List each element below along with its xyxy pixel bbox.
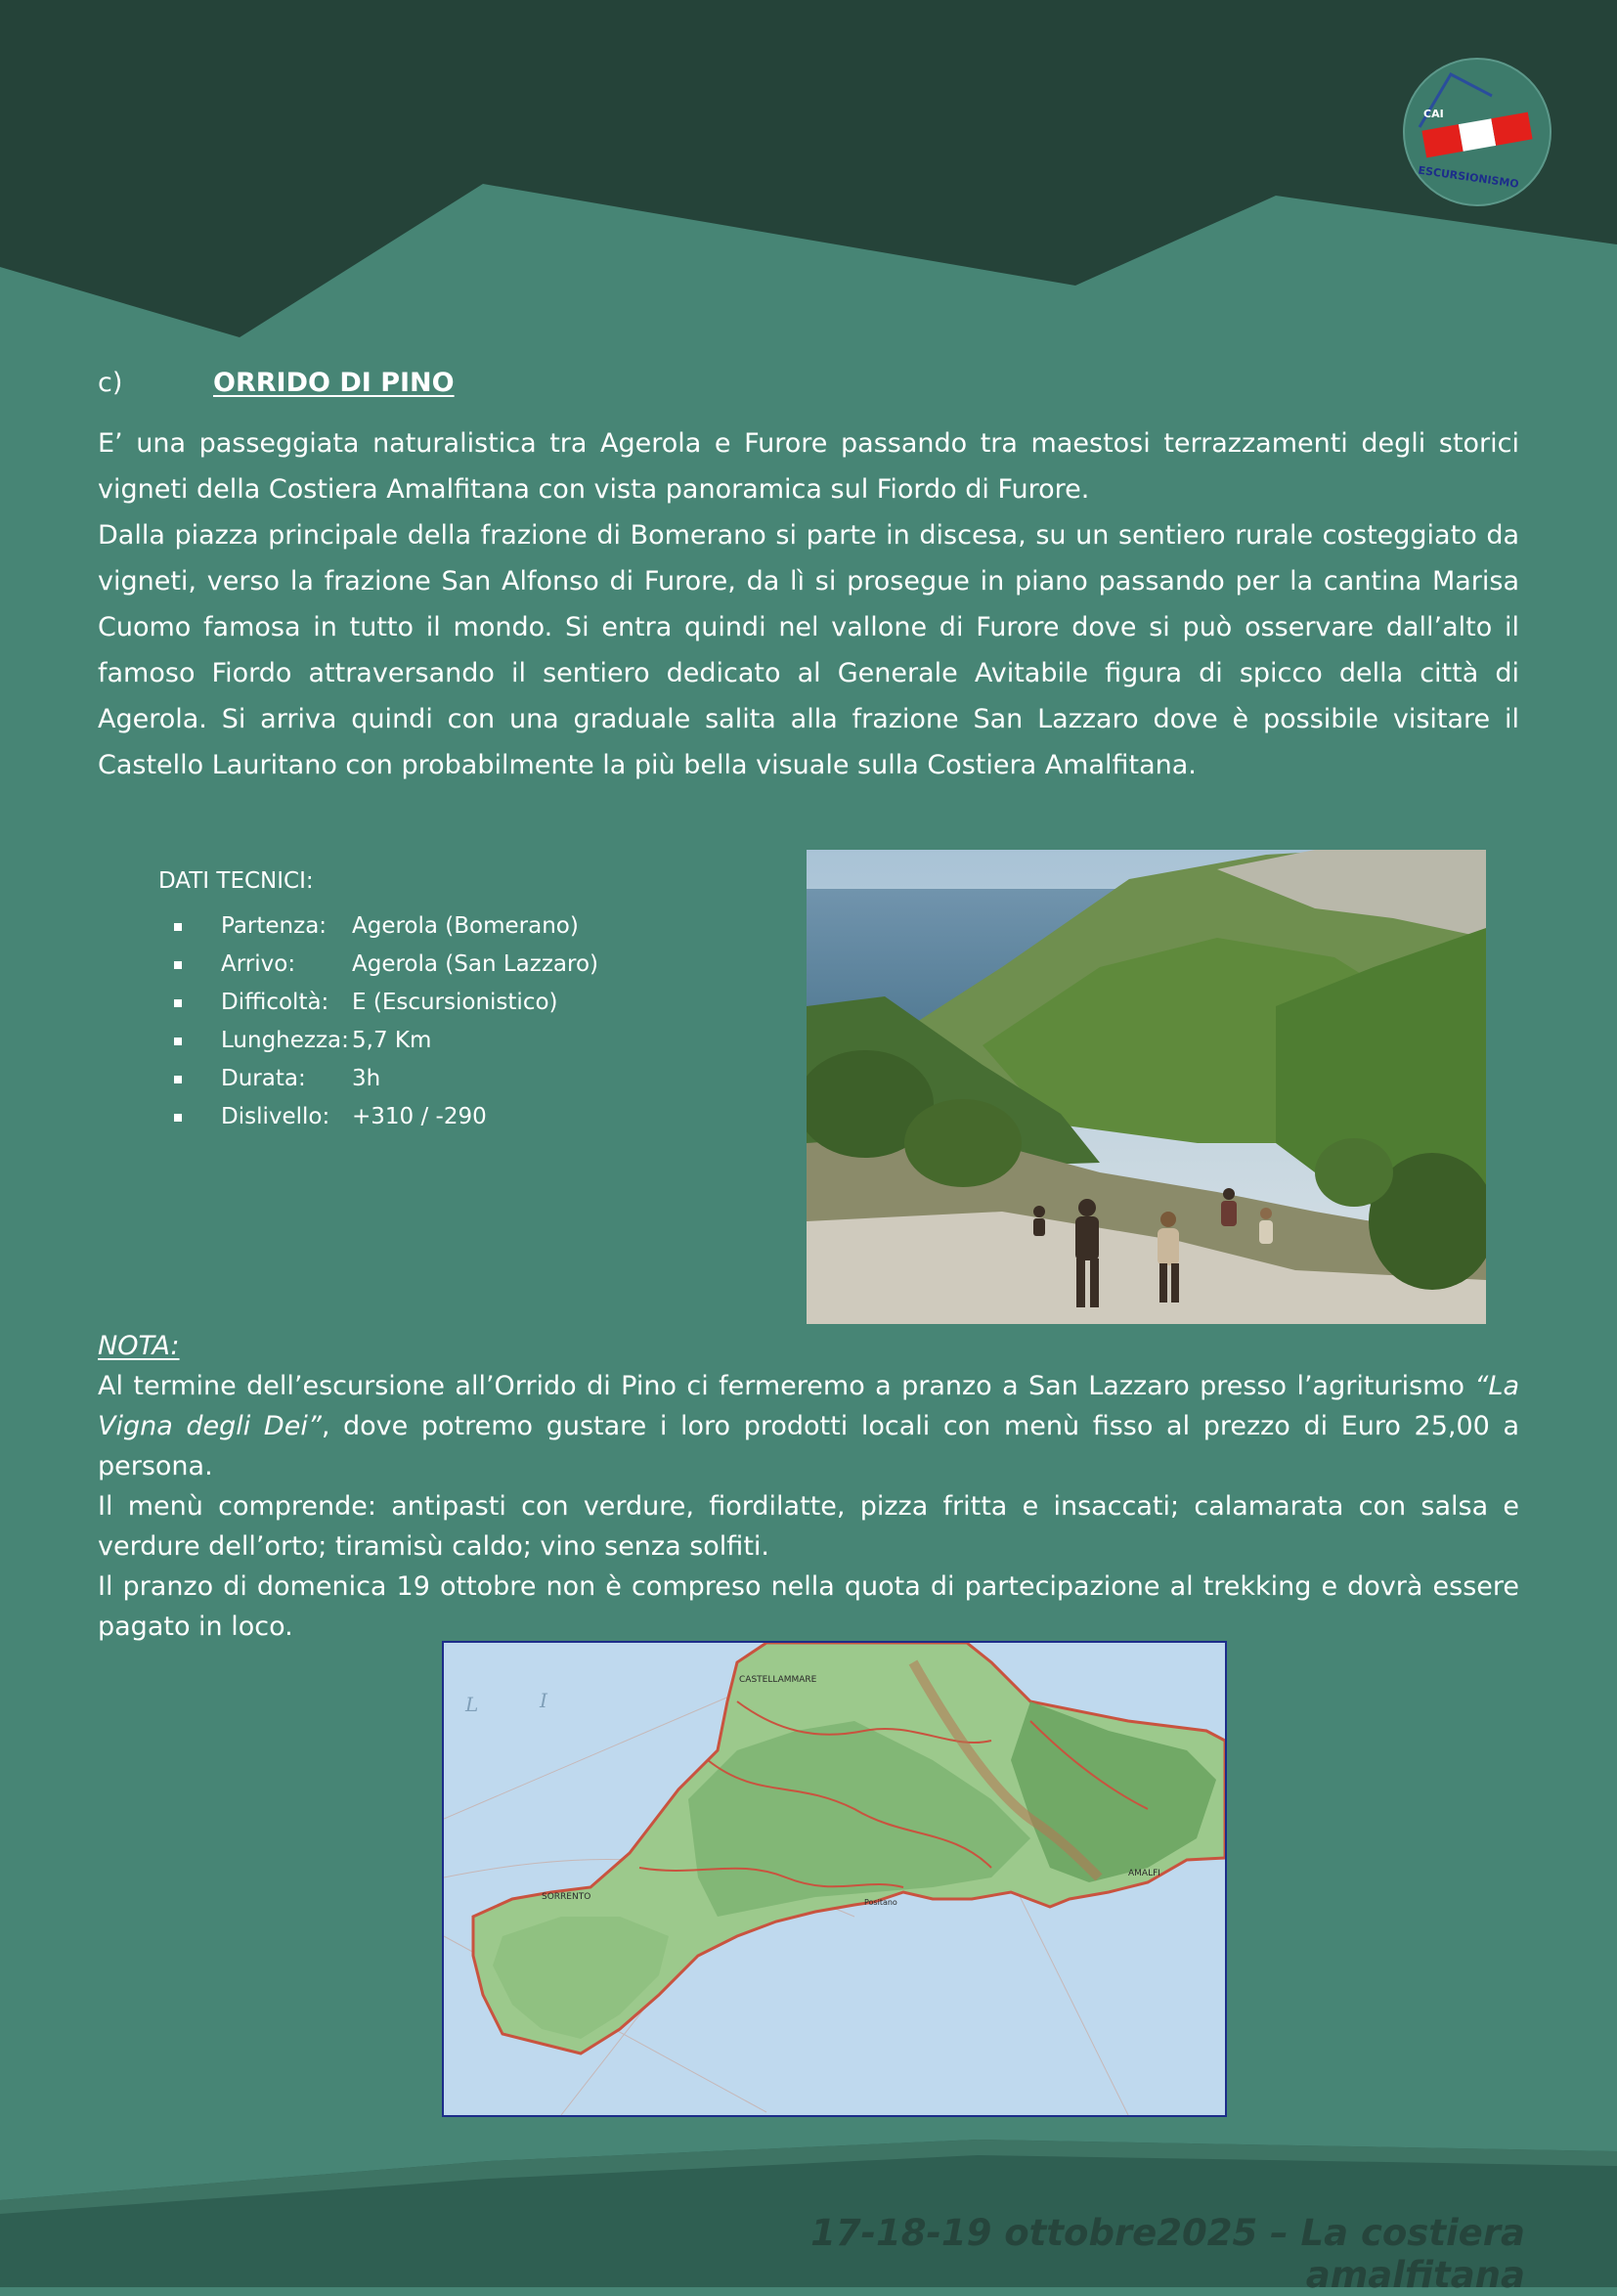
map-label-sorrento: SORRENTO xyxy=(542,1892,591,1902)
intro-paragraph: Dalla piazza principale della frazione di Bomerano si parte in discesa, su un sentiero rurale costeggiato da vigneti, verso la frazione San Alfonso di Furore, da lì si prosegue in piano passando per la cantina Marisa Cuomo famosa in tutto il mondo. Si entra quindi nel vallone di Furore dove si può osservare dall’alto il famoso Fiordo attraversando il sentiero dedicato al Generale Avitabile figura di spicco della città di Agerola. Si arriva quindi con una graduale salita alla frazione San Lazzaro dove è possibile visitare il Castello Lauritano con probabilmente la più bella visuale sulla Costiera Amalfitana. xyxy=(98,520,1519,780)
bullet-icon xyxy=(174,1114,182,1122)
note-paragraph-payment: Il pranzo di domenica 19 ottobre non è compreso nella quota di partecipazione al trekking e dovrà essere pagato in loco. xyxy=(98,1571,1519,1642)
tech-item-label: Durata: xyxy=(221,1066,306,1091)
map-sea-letter: I xyxy=(540,1689,547,1712)
technical-data-list xyxy=(158,907,598,1136)
bullet-icon xyxy=(174,1038,182,1045)
tech-item-label: Difficoltà: xyxy=(221,990,329,1015)
section-header xyxy=(98,368,455,398)
note-text: Al termine dell’escursione all’Orrido di Pino ci fermeremo a pranzo a San Lazzaro presso l’agriturismo xyxy=(98,1371,1475,1401)
note-paragraph-lunch xyxy=(98,1366,1519,1486)
technical-data-heading: DATI TECNICI: xyxy=(158,868,314,894)
logo-escursionismo-text: ESCURSIONISMO xyxy=(1417,163,1520,191)
bullet-icon xyxy=(174,1076,182,1083)
note-title: NOTA: xyxy=(98,1331,180,1361)
footer-text: 17-18-19 ottobre2025 – La costiera amalfitana xyxy=(810,2212,1525,2296)
intro-text xyxy=(98,420,1519,788)
tech-item-difficolta xyxy=(158,984,598,1022)
tech-item-value: 5,7 Km xyxy=(352,1028,432,1053)
note-paragraph-menu: Il menù comprende: antipasti con verdure, fiordilatte, pizza fritta e insaccati; calamarata con salsa e verdure dell’orto; tiramisù caldo; vino senza solfiti. xyxy=(98,1491,1519,1562)
map-label-castellammare: CASTELLAMMARE xyxy=(739,1675,817,1685)
tech-item-arrivo xyxy=(158,946,598,984)
restaurant-name: “La Vigna degli Dei” xyxy=(98,1371,1519,1441)
amalfi-coast-map xyxy=(442,1641,1227,2117)
logo-cai-text: CAI xyxy=(1423,108,1444,120)
tech-item-value: Agerola (San Lazzaro) xyxy=(352,951,599,977)
tech-item-partenza xyxy=(158,907,598,946)
map-sea-letter: L xyxy=(465,1693,479,1716)
bullet-icon xyxy=(174,999,182,1007)
note-section xyxy=(98,1326,1519,1647)
tech-item-value: 3h xyxy=(352,1066,381,1091)
tech-item-durata xyxy=(158,1060,598,1098)
note-text: , dove potremo gustare i loro prodotti locali con menù fisso al prezzo di Euro 25,00 a persona. xyxy=(98,1411,1520,1481)
intro-paragraph: E’ una passeggiata naturalistica tra Agerola e Furore passando tra maestosi terrazzamenti degli storici vigneti della Costiera Amalfitana con vista panoramica sul Fiordo di Furore. xyxy=(98,428,1519,505)
tech-item-lunghezza xyxy=(158,1022,598,1060)
tech-item-value: E (Escursionistico) xyxy=(352,990,558,1015)
tech-item-label: Arrivo: xyxy=(221,951,296,977)
bullet-icon xyxy=(174,961,182,969)
section-letter: c) xyxy=(98,368,123,398)
tech-item-label: Dislivello: xyxy=(221,1104,330,1129)
tech-item-label: Partenza: xyxy=(221,913,328,939)
section-title: ORRIDO DI PINO xyxy=(213,368,455,398)
tech-item-dislivello xyxy=(158,1098,598,1136)
tech-item-label: Lunghezza: xyxy=(221,1028,349,1053)
bullet-icon xyxy=(174,923,182,931)
hiking-photo xyxy=(807,850,1486,1324)
tech-item-value: +310 / -290 xyxy=(352,1104,487,1129)
map-label-positano: Positano xyxy=(864,1898,897,1907)
technical-data xyxy=(158,868,598,1136)
cai-escursionismo-logo xyxy=(1402,57,1552,207)
tech-item-value: Agerola (Bomerano) xyxy=(352,913,579,939)
map-label-amalfi: AMALFI xyxy=(1128,1869,1160,1878)
